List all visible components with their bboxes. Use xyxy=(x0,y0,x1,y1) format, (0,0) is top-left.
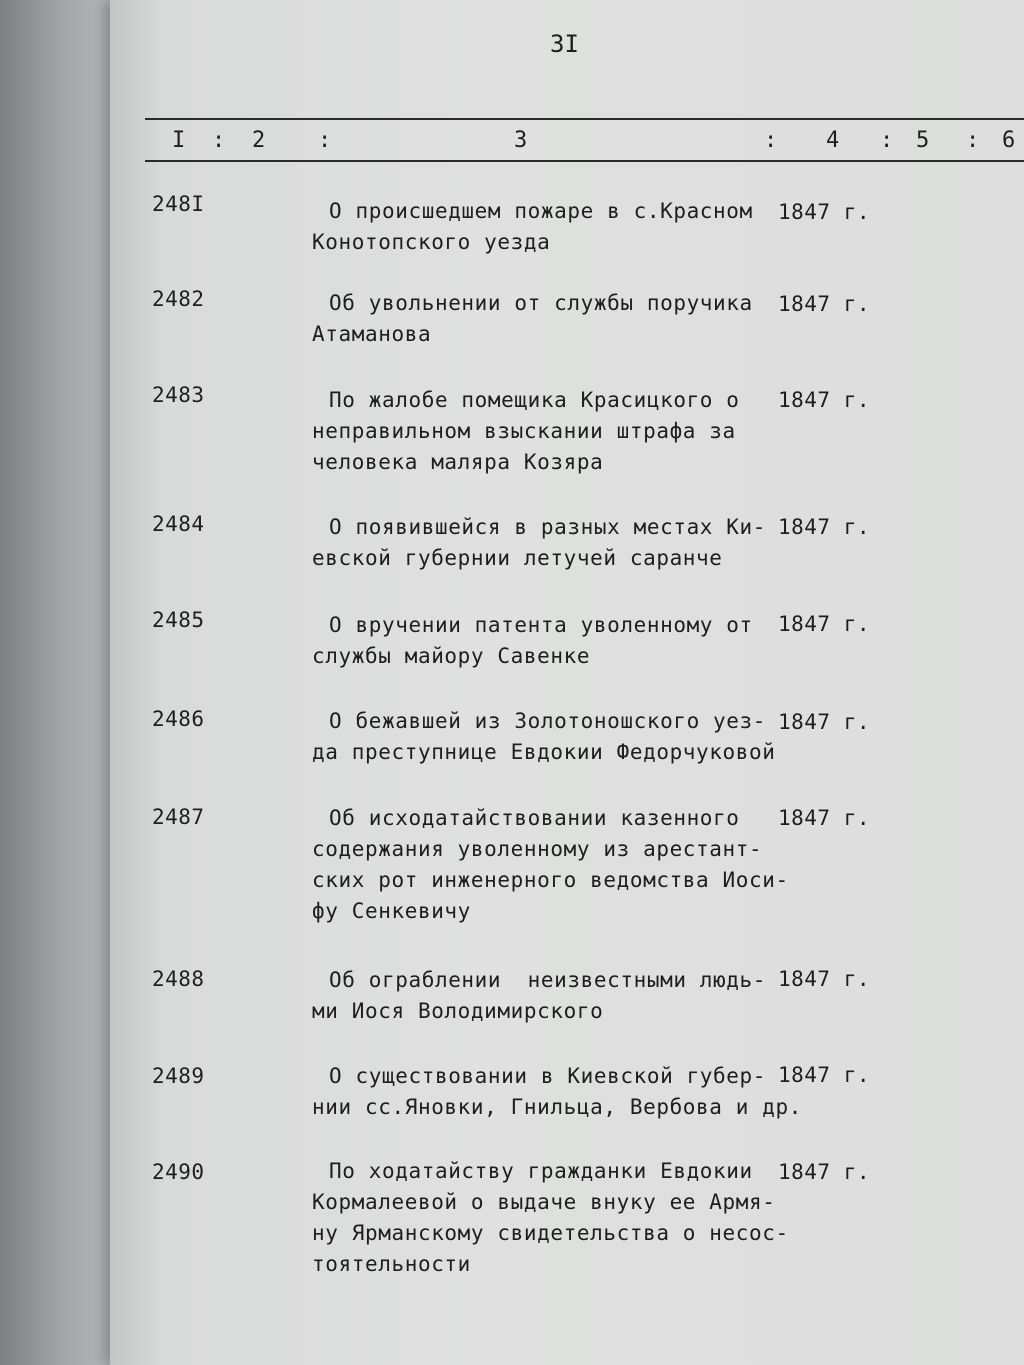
entry-description-line: службы майору Савенке xyxy=(312,644,591,668)
entry-description-line: По ходатайству гражданки Евдокии xyxy=(329,1159,753,1183)
entry-description-line: содержания уволенному из арестант- xyxy=(312,837,763,861)
entry-description xyxy=(312,803,789,927)
entry-year: 1847 г. xyxy=(778,612,871,636)
entry-description-line: ну Ярманскому свидетельства о несос- xyxy=(312,1221,789,1245)
entry-description xyxy=(312,385,772,478)
entry-description-line: ми Иося Володимирского xyxy=(312,999,604,1023)
entry-year: 1847 г. xyxy=(778,806,871,830)
entry-year: 1847 г. xyxy=(778,710,871,734)
entry-description-line: О бежавшей из Золотоношского уез- xyxy=(329,709,767,733)
entry-number: 2488 xyxy=(152,967,205,991)
column-header-separator: : xyxy=(318,128,332,153)
entry-description xyxy=(312,1061,802,1123)
column-header-3: 3 xyxy=(514,128,528,153)
entry-description xyxy=(312,288,772,350)
column-header-6: 6 xyxy=(1002,128,1016,153)
entry-year: 1847 г. xyxy=(778,388,871,412)
entry-description-line: человека маляра Козяра xyxy=(312,450,604,474)
entry-description-line: О появившейся в разных местах Ки- xyxy=(329,515,767,539)
column-header-separator: : xyxy=(880,128,894,153)
entry-number: 248I xyxy=(152,192,205,216)
entry-description-line: Об исходатайствовании казенного xyxy=(329,806,740,830)
previous-page-edge xyxy=(0,0,120,1365)
entry-year: 1847 г. xyxy=(778,1063,871,1087)
column-header-4: 4 xyxy=(826,128,840,153)
entry-year: 1847 г. xyxy=(778,967,871,991)
entry-description xyxy=(312,706,776,768)
entry-number: 2487 xyxy=(152,805,205,829)
entry-number: 2489 xyxy=(152,1064,205,1088)
entry-description-line: Об увольнении от службы поручика xyxy=(329,291,753,315)
header-bottom-rule xyxy=(145,160,1024,162)
column-header-separator: : xyxy=(212,128,226,153)
entry-description-line: По жалобе помещика Красицкого о xyxy=(329,388,740,412)
entry-description-line: евской губернии летучей саранче xyxy=(312,546,723,570)
entry-year: 1847 г. xyxy=(778,292,871,316)
entry-description-line: О вручении патента уволенному от xyxy=(329,613,753,637)
column-header-2: 2 xyxy=(252,128,266,153)
entry-number: 2482 xyxy=(152,287,205,311)
entry-description xyxy=(312,1156,789,1280)
entry-number: 2490 xyxy=(152,1160,205,1184)
header-top-rule xyxy=(145,118,1024,120)
entry-year: 1847 г. xyxy=(778,200,871,224)
entry-description xyxy=(312,610,772,672)
entry-year: 1847 г. xyxy=(778,515,871,539)
entry-description-line: Кормалеевой о выдаче внуку ее Армя- xyxy=(312,1190,776,1214)
entry-number: 2484 xyxy=(152,512,205,536)
entry-year: 1847 г. xyxy=(778,1160,871,1184)
entry-description-line: ских рот инженерного ведомства Иоси- xyxy=(312,868,789,892)
entry-number: 2485 xyxy=(152,608,205,632)
column-header-separator: : xyxy=(764,128,778,153)
entry-number: 2486 xyxy=(152,707,205,731)
page-number: 3I xyxy=(550,30,579,58)
entry-description xyxy=(312,512,772,574)
column-header-separator: : xyxy=(966,128,980,153)
entry-number: 2483 xyxy=(152,383,205,407)
entry-description-line: нии сс.Яновки, Гнильца, Вербова и др. xyxy=(312,1095,802,1119)
entry-description-line: Атаманова xyxy=(312,322,432,346)
column-header-1: I xyxy=(172,128,186,153)
entry-description-line: неправильном взыскании штрафа за xyxy=(312,419,736,443)
column-header-5: 5 xyxy=(916,128,930,153)
entry-description-line: да преступнице Евдокии Федорчуковой xyxy=(312,740,776,764)
entry-description-line: тоятельности xyxy=(312,1252,471,1276)
entry-description xyxy=(312,965,772,1027)
entry-description xyxy=(312,196,772,258)
entry-description-line: О происшедшем пожаре в с.Красном xyxy=(329,199,753,223)
entry-description-line: Об ограблении неизвестными людь- xyxy=(329,968,767,992)
entry-description-line: фу Сенкевичу xyxy=(312,899,471,923)
entry-description-line: Конотопского уезда xyxy=(312,230,551,254)
entry-description-line: О существовании в Киевской губер- xyxy=(329,1064,767,1088)
